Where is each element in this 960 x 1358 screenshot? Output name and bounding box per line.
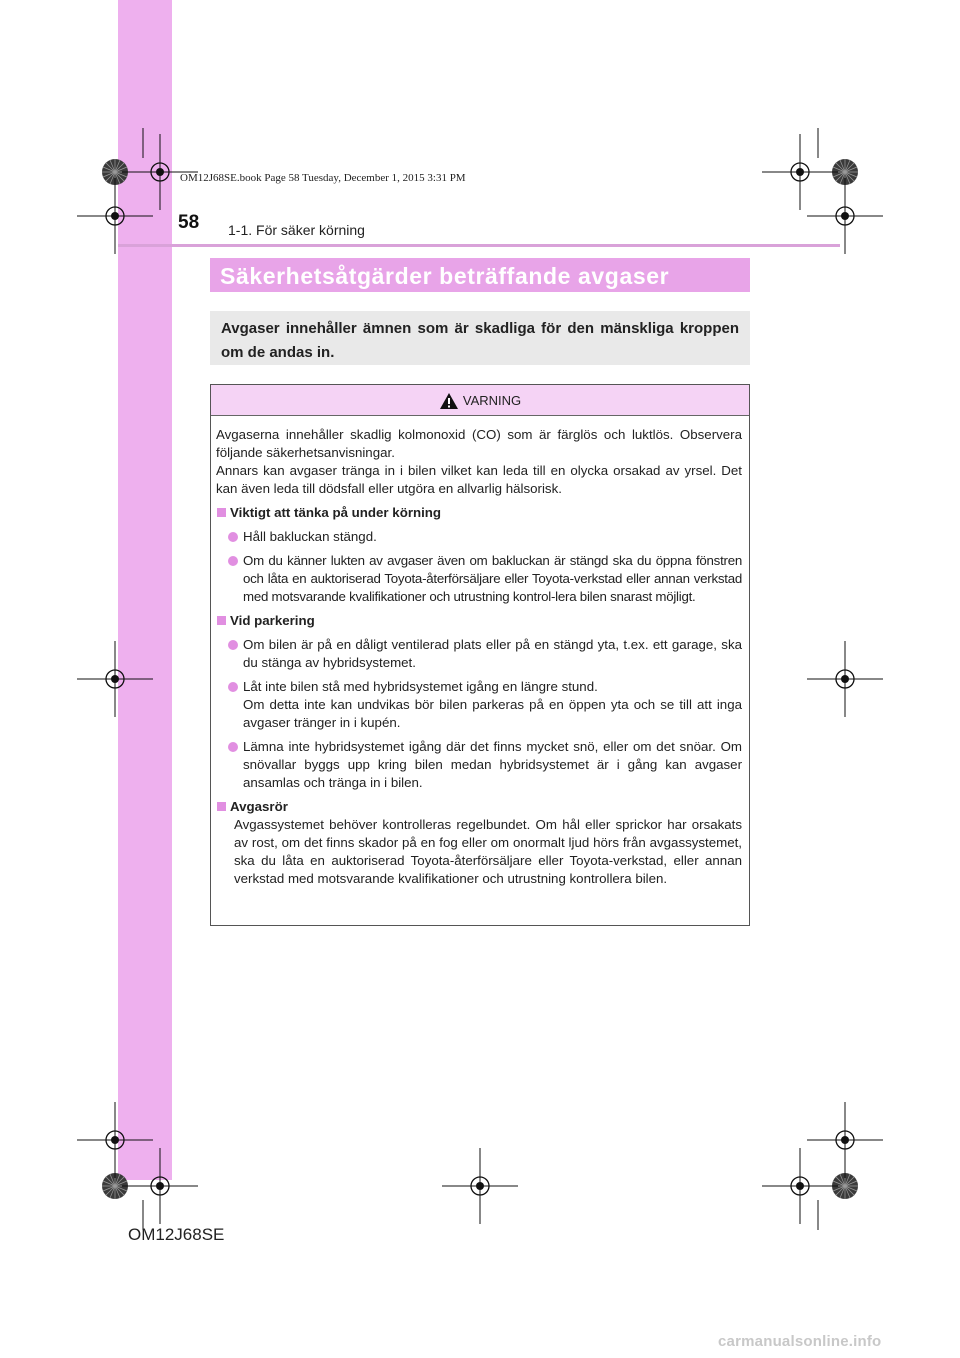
- intro-summary: Avgaser innehåller ämnen som är skadliga för den mänskliga kroppen om de andas in.: [210, 311, 750, 365]
- subsection-text: Avgassystemet behöver kontrolleras regelbundet. Om hål eller sprickor har orsakats av rost, om det finns skador på en fog eller om onormalt ljud hörs från avgassystemet, ska du låta en auktoriserad Toyota-återförsäljare eller Toyota-verkstad, eller annan verkstad med motsvarande kvalifikationer och utrustning kontrollera bilen.: [234, 817, 742, 886]
- circle-bullet-icon: [228, 682, 238, 692]
- square-bullet-icon: [217, 508, 226, 517]
- circle-bullet-icon: [228, 640, 238, 650]
- circle-bullet-icon: [228, 742, 238, 752]
- list-item: Lämna inte hybridsystemet igång där det finns mycket snö, eller om det snöar. Om snövallar byggs upp kring bilen medan hybridsystemet är i gång kan avgaser ansamlas och tränga in i bilen.: [216, 738, 742, 792]
- subsection-heading: Viktigt att tänka på under körning: [216, 504, 742, 522]
- list-item: Låt inte bilen stå med hybridsystemet igång en längre stund. Om detta inte kan undvikas bör bilen parkeras på en öppen yta och se till att inga avgaser tränger in i kupén.: [216, 678, 742, 732]
- warning-triangle-icon: [439, 392, 459, 410]
- print-file-stamp: OM12J68SE.book Page 58 Tuesday, December 1, 2015 3:31 PM: [180, 172, 466, 184]
- list-item: Håll bakluckan stängd.: [216, 528, 742, 546]
- site-watermark: carmanualsonline.info: [718, 1333, 882, 1350]
- circle-bullet-icon: [228, 556, 238, 566]
- list-item: Om bilen är på en dåligt ventilerad plats eller på en stängd yta, t.ex. ett garage, ska du stänga av hybridsystemet.: [216, 636, 742, 672]
- subsection-heading: Avgasrör: [216, 798, 742, 816]
- warning-box: [210, 384, 750, 926]
- warning-body: [211, 416, 749, 888]
- warning-paragraph: Annars kan avgaser tränga in i bilen vilket kan leda till en olycka orsakad av yrsel. Det kan även leda till dödsfall eller utgöra en allvarlig hälsorisk.: [216, 463, 742, 496]
- subsection-heading: Vid parkering: [216, 612, 742, 630]
- circle-bullet-icon: [228, 532, 238, 542]
- warning-header: [211, 385, 749, 416]
- square-bullet-icon: [217, 802, 226, 811]
- header-divider: [118, 244, 840, 247]
- section-breadcrumb: 1-1. För säker körning: [228, 222, 365, 238]
- page-title: Säkerhetsåtgärder beträffande avgaser: [210, 258, 750, 292]
- page-number: 58: [178, 212, 200, 233]
- document-code: OM12J68SE: [128, 1225, 225, 1244]
- warning-label: VARNING: [462, 392, 522, 408]
- warning-paragraph: Avgaserna innehåller skadlig kolmonoxid (CO) som är färglös och luktlös. Observera följande säkerhetsanvisningar.: [216, 427, 742, 460]
- list-item: Om du känner lukten av avgaser även om bakluckan är stängd ska du öppna fönstren och låta en auktoriserad Toyota-återförsäljare eller Toyota-verkstad eller annan verkstad med motsvarande kvalifikationer och utrustning kontrol-lera bilen snarast möjligt.: [216, 552, 742, 606]
- square-bullet-icon: [217, 616, 226, 625]
